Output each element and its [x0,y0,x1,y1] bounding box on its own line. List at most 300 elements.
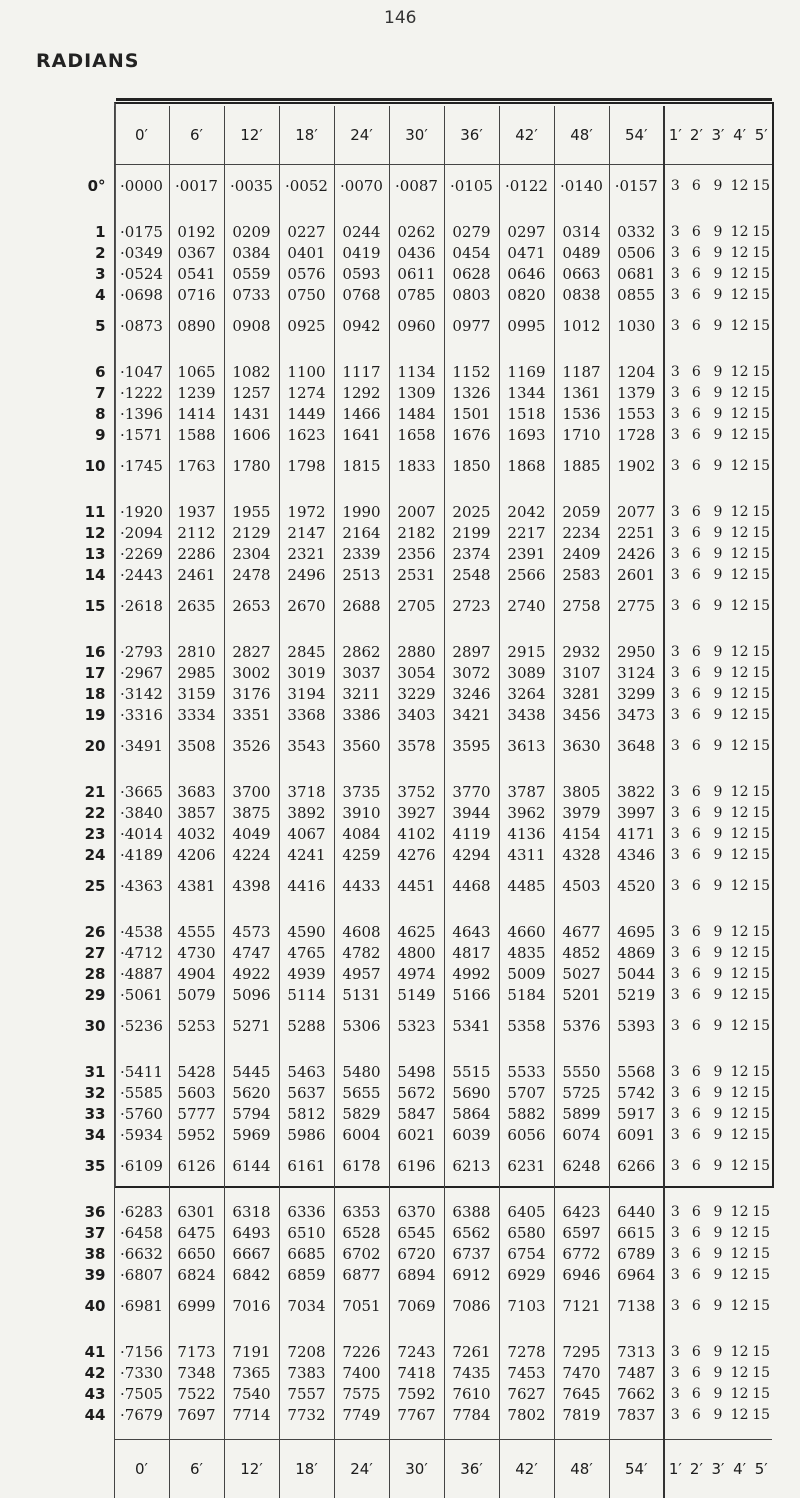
radian-value: 7662 [609,1383,664,1404]
table-row [38,1061,772,1082]
mean-difference: 9 [707,984,729,1005]
degree-label: 37 [38,1222,114,1243]
mean-difference: 12 [729,284,751,305]
radian-value: 2950 [609,641,664,662]
radian-value: 7767 [389,1404,444,1425]
radian-value: 3246 [444,683,499,704]
radian-value: 4765 [279,942,334,963]
mean-difference: 6 [686,823,708,844]
table-row [38,662,772,683]
mean-difference: 3 [664,823,686,844]
radian-value: 6667 [224,1243,279,1264]
radian-value: ·7679 [114,1404,169,1425]
diff-header: 5′ [750,106,772,165]
radian-value: 2339 [334,543,389,564]
mean-difference: 9 [707,501,729,522]
mean-difference: 12 [729,1383,751,1404]
radian-value: 3560 [334,725,389,767]
mean-difference: 6 [686,942,708,963]
minute-header: 54′ [609,1440,664,1498]
minute-header: 30′ [389,1440,444,1498]
mean-difference: 15 [750,165,772,208]
mean-difference: 3 [664,1005,686,1047]
radian-value: ·3840 [114,802,169,823]
degree-label: 8 [38,403,114,424]
mean-difference: 12 [729,242,751,263]
radian-value: 5777 [169,1103,224,1124]
radian-value: 6650 [169,1243,224,1264]
mean-difference: 9 [707,1005,729,1047]
mean-difference: 6 [686,564,708,585]
radian-value: 4328 [554,844,609,865]
degree-label: 19 [38,704,114,725]
mean-difference: 15 [750,963,772,984]
radian-value: 2321 [279,543,334,564]
table-row [38,823,772,844]
radian-value: 5707 [499,1082,554,1103]
radian-value: 5027 [554,963,609,984]
degree-label: 24 [38,844,114,865]
mean-difference: 3 [664,1222,686,1243]
radian-value: 6475 [169,1222,224,1243]
radian-value: 2513 [334,564,389,585]
mean-difference: 6 [686,1285,708,1327]
radian-value: 6021 [389,1124,444,1145]
mean-difference: 9 [707,641,729,662]
radian-value: 5096 [224,984,279,1005]
mean-difference: 12 [729,704,751,725]
degree-label: 9 [38,424,114,445]
radian-value: 2304 [224,543,279,564]
mean-difference: 3 [664,683,686,704]
radian-value: 5794 [224,1103,279,1124]
radian-value: 7208 [279,1341,334,1362]
radian-value: 2356 [389,543,444,564]
radian-value: ·4887 [114,963,169,984]
radian-value: 0995 [499,305,554,347]
radian-value: 6685 [279,1243,334,1264]
radian-value: 4800 [389,942,444,963]
radian-value: 2129 [224,522,279,543]
mean-difference: 9 [707,1404,729,1425]
mean-difference: 15 [750,781,772,802]
radian-value: 1798 [279,445,334,487]
radian-value: 4276 [389,844,444,865]
table-row [38,165,772,208]
mean-difference: 15 [750,1103,772,1124]
radian-value: 6510 [279,1222,334,1243]
header-row [38,106,772,165]
radian-value: 6894 [389,1264,444,1285]
radian-value: ·0524 [114,263,169,284]
radian-value: 3944 [444,802,499,823]
mean-difference: 6 [686,1243,708,1264]
table-row [38,963,772,984]
radian-value: 4171 [609,823,664,844]
radian-value: 3019 [279,662,334,683]
radian-value: 0681 [609,263,664,284]
table-row [38,445,772,487]
radian-value: 1763 [169,445,224,487]
radian-value: 0279 [444,221,499,242]
mean-difference: 6 [686,1222,708,1243]
radian-value: 2391 [499,543,554,564]
mean-difference: 12 [729,1005,751,1047]
radian-value: 2409 [554,543,609,564]
radian-value: 1309 [389,382,444,403]
mean-difference: 12 [729,823,751,844]
diff-header: 3′ [707,1440,729,1498]
mean-difference: 3 [664,1082,686,1103]
mean-difference: 3 [664,1103,686,1124]
radian-value: 6772 [554,1243,609,1264]
radian-value: 6248 [554,1145,609,1187]
radian-value: 3211 [334,683,389,704]
mean-difference: 9 [707,725,729,767]
minute-header: 42′ [499,106,554,165]
mean-difference: 15 [750,1383,772,1404]
group-gap [38,907,772,921]
radian-value: 6929 [499,1264,554,1285]
radian-value: 5445 [224,1061,279,1082]
mean-difference: 15 [750,1264,772,1285]
radian-value: 1676 [444,424,499,445]
mean-difference: 6 [686,844,708,865]
radian-value: 5620 [224,1082,279,1103]
footer-row [38,1440,772,1498]
radian-value: 1885 [554,445,609,487]
radian-value: 5969 [224,1124,279,1145]
mean-difference: 15 [750,1404,772,1425]
mean-difference: 12 [729,1341,751,1362]
radian-value: 5044 [609,963,664,984]
mean-difference: 15 [750,403,772,424]
radian-value: 7819 [554,1404,609,1425]
degree-label: 0° [38,165,114,208]
radian-value: 5568 [609,1061,664,1082]
mean-difference: 9 [707,305,729,347]
mean-difference: 15 [750,683,772,704]
mean-difference: 15 [750,1124,772,1145]
radian-value: 4503 [554,865,609,907]
radian-value: 3089 [499,662,554,683]
radian-value: 0785 [389,284,444,305]
radian-value: 6597 [554,1222,609,1243]
radian-value: 6178 [334,1145,389,1187]
radian-value: 0454 [444,242,499,263]
radian-value: 4311 [499,844,554,865]
radian-value: 4032 [169,823,224,844]
radian-value: 5986 [279,1124,334,1145]
mean-difference: 12 [729,263,751,284]
radian-value: 0419 [334,242,389,263]
radian-value: 4835 [499,942,554,963]
radian-value: 7470 [554,1362,609,1383]
radian-value: ·6283 [114,1201,169,1222]
radian-value: 2583 [554,564,609,585]
minute-header: 12′ [224,1440,279,1498]
mean-difference: 12 [729,662,751,683]
radian-value: 1710 [554,424,609,445]
mean-difference: 12 [729,865,751,907]
radian-value: 5637 [279,1082,334,1103]
mean-difference: 9 [707,683,729,704]
table-row [38,1222,772,1243]
radian-value: 2286 [169,543,224,564]
radian-value: 0977 [444,305,499,347]
radian-value: ·4014 [114,823,169,844]
mean-difference: 15 [750,424,772,445]
radian-value: 4660 [499,921,554,942]
radian-value: 7226 [334,1341,389,1362]
mean-difference: 9 [707,781,729,802]
radian-value: 0733 [224,284,279,305]
mean-difference: 3 [664,242,686,263]
mean-difference: 15 [750,1061,772,1082]
radian-value: 0489 [554,242,609,263]
mean-difference: 9 [707,662,729,683]
radian-value: ·6981 [114,1285,169,1327]
radian-value: ·7330 [114,1362,169,1383]
mean-difference: 9 [707,1145,729,1187]
radian-value: 4520 [609,865,664,907]
radian-value: 6353 [334,1201,389,1222]
mean-difference: 12 [729,1285,751,1327]
radian-value: ·5061 [114,984,169,1005]
radian-value: 7714 [224,1404,279,1425]
radian-value: 1082 [224,361,279,382]
radian-value: 3875 [224,802,279,823]
radian-value: 1169 [499,361,554,382]
degree-label: 33 [38,1103,114,1124]
mean-difference: 3 [664,305,686,347]
mean-difference: 3 [664,1201,686,1222]
radian-value: 1484 [389,403,444,424]
radian-value: 7278 [499,1341,554,1362]
radian-value: 5672 [389,1082,444,1103]
radian-value: 3107 [554,662,609,683]
mean-difference: 3 [664,221,686,242]
radian-value: 1833 [389,445,444,487]
mean-difference: 12 [729,1082,751,1103]
radian-value: 0611 [389,263,444,284]
radian-value: 7103 [499,1285,554,1327]
table-row [38,242,772,263]
radian-value: 3822 [609,781,664,802]
radian-value: 3351 [224,704,279,725]
radian-value: 0838 [554,284,609,305]
radian-value: ·6632 [114,1243,169,1264]
table-row [38,501,772,522]
radian-value: 7732 [279,1404,334,1425]
radian-value: ·3665 [114,781,169,802]
radian-value: 1902 [609,445,664,487]
mean-difference: 9 [707,382,729,403]
radian-value: ·5236 [114,1005,169,1047]
corner-cell [38,106,114,165]
radian-value: 5341 [444,1005,499,1047]
mean-difference: 15 [750,1201,772,1222]
radian-value: 4782 [334,942,389,963]
table-row [38,1341,772,1362]
radian-value: 1553 [609,403,664,424]
radian-value: 2042 [499,501,554,522]
radian-value: 2688 [334,585,389,627]
mean-difference: 9 [707,1362,729,1383]
mean-difference: 12 [729,1264,751,1285]
mean-difference: 9 [707,445,729,487]
mean-difference: 9 [707,543,729,564]
radian-value: 0262 [389,221,444,242]
radian-value: 1955 [224,501,279,522]
mean-difference: 3 [664,564,686,585]
mean-difference: 3 [664,1285,686,1327]
radian-value: 3648 [609,725,664,767]
radian-value: 7016 [224,1285,279,1327]
mean-difference: 6 [686,1264,708,1285]
mean-difference: 3 [664,165,686,208]
radian-value: 5271 [224,1005,279,1047]
radian-value: ·2967 [114,662,169,683]
mean-difference: 15 [750,1222,772,1243]
radian-value: 3805 [554,781,609,802]
mean-difference: 12 [729,1243,751,1264]
degree-label: 17 [38,662,114,683]
radian-value: ·5585 [114,1082,169,1103]
radian-value: 1693 [499,424,554,445]
radian-value: 4416 [279,865,334,907]
radian-value: 2164 [334,522,389,543]
table-row [38,522,772,543]
mean-difference: 15 [750,802,772,823]
radian-value: 3386 [334,704,389,725]
mean-difference: 6 [686,501,708,522]
radian-value: 3526 [224,725,279,767]
radian-value: 7313 [609,1341,664,1362]
radian-value: ·6458 [114,1222,169,1243]
radian-value: 0593 [334,263,389,284]
mean-difference: 12 [729,844,751,865]
mean-difference: 12 [729,683,751,704]
radian-value: 1344 [499,382,554,403]
radian-value: 0384 [224,242,279,263]
radian-value: ·0140 [554,165,609,208]
radian-value: 6842 [224,1264,279,1285]
degree-label: 41 [38,1341,114,1362]
radian-value: 4241 [279,844,334,865]
diff-header: 4′ [729,106,751,165]
radian-value: ·7156 [114,1341,169,1362]
degree-label: 38 [38,1243,114,1264]
mean-difference: 3 [664,522,686,543]
radian-value: 7837 [609,1404,664,1425]
mean-difference: 9 [707,221,729,242]
radian-value: 2932 [554,641,609,662]
mean-difference: 12 [729,921,751,942]
degree-label: 28 [38,963,114,984]
radian-value: 0209 [224,221,279,242]
minute-header: 6′ [169,1440,224,1498]
radian-value: ·1920 [114,501,169,522]
table-row [38,263,772,284]
mean-difference: 3 [664,942,686,963]
radian-value: 4904 [169,963,224,984]
mean-difference: 6 [686,263,708,284]
mean-difference: 3 [664,802,686,823]
mean-difference: 6 [686,683,708,704]
radians-table [38,106,772,1498]
radian-value: 4346 [609,844,664,865]
radian-value: 5114 [279,984,334,1005]
mean-difference: 12 [729,501,751,522]
radian-value: 4485 [499,865,554,907]
radian-value: 6074 [554,1124,609,1145]
radian-value: 0890 [169,305,224,347]
group-gap [38,1327,772,1341]
mean-difference: 12 [729,1061,751,1082]
mean-difference: 9 [707,1082,729,1103]
mean-difference: 9 [707,1341,729,1362]
mean-difference: 15 [750,1243,772,1264]
radian-value: 5323 [389,1005,444,1047]
mean-difference: 6 [686,662,708,683]
radian-value: 0541 [169,263,224,284]
mean-difference: 6 [686,522,708,543]
table-row [38,921,772,942]
mean-difference: 12 [729,963,751,984]
radian-value: 7802 [499,1404,554,1425]
radian-value: 2897 [444,641,499,662]
mean-difference: 6 [686,1383,708,1404]
radian-value: ·2618 [114,585,169,627]
diff-header: 2′ [686,106,708,165]
table-row [38,683,772,704]
radian-value: 5480 [334,1061,389,1082]
radian-value: 2601 [609,564,664,585]
mean-difference: 3 [664,284,686,305]
table-row [38,1362,772,1383]
radian-value: 2845 [279,641,334,662]
group-gap [38,207,772,221]
radian-value: ·3316 [114,704,169,725]
radian-value: 7086 [444,1285,499,1327]
radian-value: 7383 [279,1362,334,1383]
radian-value: 1658 [389,424,444,445]
mean-difference: 12 [729,361,751,382]
radian-value: ·1745 [114,445,169,487]
radian-value: 5533 [499,1061,554,1082]
mean-difference: 3 [664,662,686,683]
radian-value: 0925 [279,305,334,347]
table-row [38,424,772,445]
degree-label: 21 [38,781,114,802]
diff-header: 2′ [686,1440,708,1498]
radian-value: 2496 [279,564,334,585]
radian-value: 3299 [609,683,664,704]
degree-label: 20 [38,725,114,767]
radian-value: 4730 [169,942,224,963]
table-row [38,382,772,403]
radian-value: 5288 [279,1005,334,1047]
radian-value: 3072 [444,662,499,683]
degree-label: 32 [38,1082,114,1103]
radian-value: 6789 [609,1243,664,1264]
radian-value: 5725 [554,1082,609,1103]
mean-difference: 6 [686,1082,708,1103]
radian-value: 7575 [334,1383,389,1404]
radian-value: 3054 [389,662,444,683]
radian-value: 7348 [169,1362,224,1383]
